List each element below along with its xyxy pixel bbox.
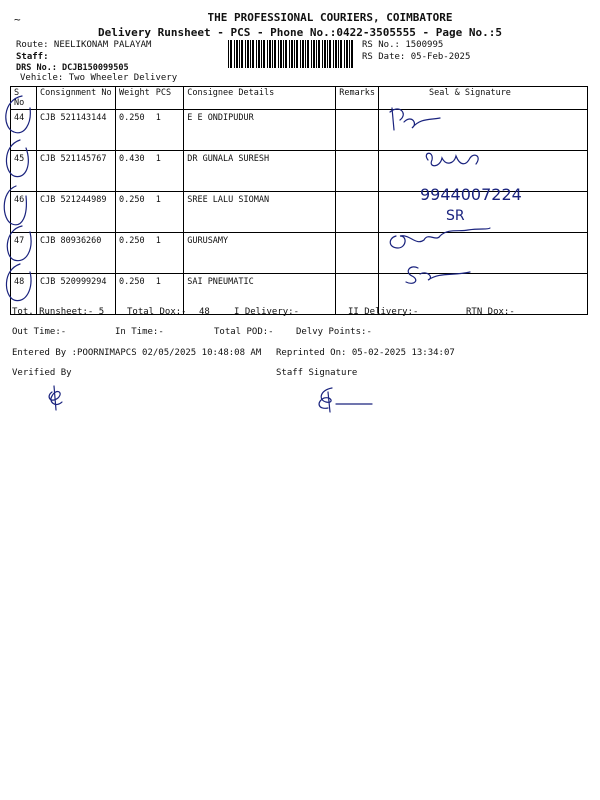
out-time: Out Time:- — [12, 327, 67, 337]
circle-mark-45 — [6, 140, 28, 177]
delvy-points: Delvy Points:- — [296, 327, 372, 337]
in-time: In Time:- — [115, 327, 164, 337]
vehicle-label: Vehicle: Two Wheeler Delivery — [20, 73, 178, 83]
row-consignment: CJB 521145767 — [37, 151, 116, 192]
row-pcs: 1 — [153, 151, 184, 192]
row-consignment: CJB 80936260 — [37, 233, 116, 274]
verified-by: Verified By — [12, 368, 72, 378]
row-sno: 47 — [11, 233, 37, 274]
row-consignee: E E ONDIPUDUR — [184, 110, 336, 151]
entered-by: Entered By :POORNIMAPCS 02/05/2025 10:48:08 AM — [12, 348, 262, 358]
company-name: THE PROFESSIONAL COURIERS, COIMBATORE — [207, 11, 453, 24]
verified-signature — [49, 386, 62, 410]
total-pod: Total POD:- — [214, 327, 274, 337]
signature-row47 — [390, 228, 490, 248]
drs-number: DRS No.: DCJB150099505 — [16, 63, 129, 73]
staff-signature — [319, 388, 372, 412]
circle-mark-44 — [6, 96, 30, 133]
i-delivery: I Delivery:- — [234, 307, 300, 317]
row-consignee: SAI PNEUMATIC — [184, 274, 336, 315]
header-remarks: Remarks — [336, 87, 379, 110]
reprinted-on: Reprinted On: 05-02-2025 13:34:07 — [276, 348, 455, 358]
row-weight: 0.250 — [116, 233, 153, 274]
row-sno: 48 — [11, 274, 37, 315]
header-pcs: PCS — [153, 87, 184, 110]
row-pcs: 1 — [153, 192, 184, 233]
row-consignment: CJB 521244989 — [37, 192, 116, 233]
route-label: Route: NEELIKONAM PALAYAM — [16, 40, 152, 50]
staff-label: Staff: — [16, 52, 49, 62]
rs-date: RS Date: 05-Feb-2025 — [362, 52, 471, 62]
row-weight: 0.250 — [116, 110, 153, 151]
row-consignee: GURUSAMY — [184, 233, 336, 274]
header-sno: S No — [11, 87, 37, 110]
circle-mark-47 — [7, 226, 31, 261]
runsheet-title: Delivery Runsheet - PCS - Phone No.:0422-3505555 - Page No.:5 — [98, 26, 502, 39]
staff-signature-label: Staff Signature — [276, 368, 358, 378]
row-consignee: DR GUNALA SURESH — [184, 151, 336, 192]
row-consignment: CJB 520999294 — [37, 274, 116, 315]
corner-mark: ~ — [14, 13, 21, 26]
row-sno: 45 — [11, 151, 37, 192]
signature-row44 — [390, 108, 440, 130]
circle-mark-46 — [4, 186, 26, 225]
circle-mark-48 — [6, 264, 31, 301]
row-pcs: 1 — [153, 110, 184, 151]
row-weight: 0.250 — [116, 274, 153, 315]
signature-row45 — [426, 153, 478, 166]
row-sno: 44 — [11, 110, 37, 151]
handwritten-phone: 9944007224 — [420, 185, 522, 204]
handwritten-initials: SR — [446, 208, 465, 224]
row-sno: 46 — [11, 192, 37, 233]
row-weight: 0.430 — [116, 151, 153, 192]
row-pcs: 1 — [153, 274, 184, 315]
total-dox-value: 48 — [199, 307, 210, 317]
tot-runsheet: Tot. Runsheet:- 5 — [12, 307, 105, 317]
header-consignment: Consignment No — [37, 87, 116, 110]
header-signature: Seal & Signature — [379, 87, 588, 110]
header-weight: Weight — [116, 87, 153, 110]
ii-delivery: II Delivery:- — [348, 307, 419, 317]
signature-row48 — [406, 267, 470, 283]
total-dox-label: Total Dox:- — [127, 307, 187, 317]
row-weight: 0.250 — [116, 192, 153, 233]
row-consignment: CJB 521143144 — [37, 110, 116, 151]
rs-number: RS No.: 1500995 — [362, 40, 444, 50]
header-consignee: Consignee Details — [184, 87, 336, 110]
rtn-dox: RTN Dox:- — [466, 307, 515, 317]
row-consignee: SREE LALU SIOMAN — [184, 192, 336, 233]
row-pcs: 1 — [153, 233, 184, 274]
